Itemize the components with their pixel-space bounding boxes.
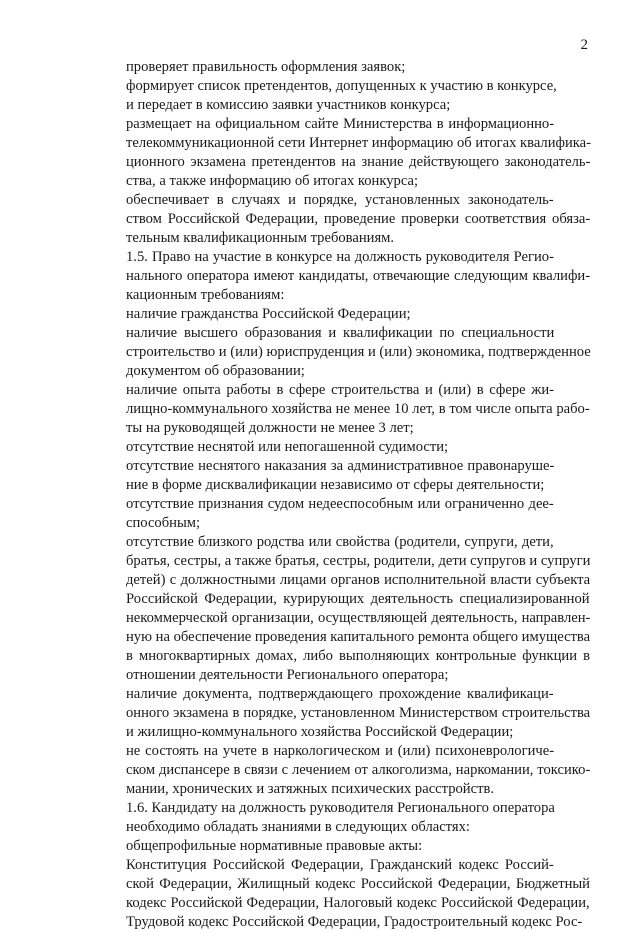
text-line: кационным требованиям: [126, 287, 285, 303]
text-line: 1.6. Кандидату на должность руководителя Регионального оператора [126, 800, 555, 816]
text-line: детей) с должностными лицами органов исполнительной власти субъекта [126, 572, 591, 588]
paragraph [90, 837, 590, 856]
text-line: отношении деятельности Регионального оператора; [126, 667, 449, 683]
text-line: ты на руководящей должности не менее 3 лет; [126, 420, 414, 436]
text-line: формирует список претендентов, допущенных к участию в конкурсе, [126, 78, 557, 94]
paragraph [90, 305, 590, 324]
text-line: братья, сестры, а также братья, сестры, родители, дети супругов и супруги [126, 553, 591, 569]
text-line: отсутствие неснятого наказания за административное правонаруше- [126, 458, 555, 474]
text-line: размещает на официальном сайте Министерства в информационно- [126, 116, 555, 132]
paragraph [90, 856, 590, 932]
text-line: строительство и (или) юриспруденция и (или) экономика, подтвержденное [126, 344, 591, 360]
text-line: наличие документа, подтверждающего прохождение квалификаци- [126, 686, 554, 702]
text-line: Российской Федерации, курирующих деятельность специализированной [126, 591, 590, 607]
text-line: мании, хронических и затяжных психических расстройств. [126, 781, 495, 797]
text-line: ние в форме дисквалификации независимо от сферы деятельности; [126, 477, 545, 493]
text-line: телекоммуникационной сети Интернет информацию об итогах квалифика- [126, 135, 591, 151]
paragraph [90, 381, 590, 438]
text-line: отсутствие неснятой или непогашенной судимости; [126, 439, 449, 455]
paragraph [90, 58, 590, 77]
text-line: тельным квалификационным требованиям. [126, 230, 395, 246]
text-line: некоммерческой организации, осуществляющей деятельность, направлен- [126, 610, 591, 626]
paragraph [90, 533, 590, 685]
paragraph [90, 77, 590, 115]
text-line: онного экзамена в порядке, установленном Министерством строительства [126, 705, 591, 721]
text-line: ную на обеспечение проведения капитального ремонта общего имущества [126, 629, 591, 645]
text-line: ском диспансере в связи с лечением от алкоголизма, наркомании, токсико- [126, 762, 591, 778]
text-line: Конституция Российской Федерации, Гражданский кодекс Россий- [126, 857, 554, 873]
text-line: отсутствие близкого родства или свойства (родители, супруги, дети, [126, 534, 554, 550]
text-line: в многоквартирных домах, либо выполняющих контрольные функции в [126, 648, 590, 664]
text-line: ства, а также информацию об итогах конкурса; [126, 173, 419, 189]
paragraph [90, 457, 590, 495]
paragraph [90, 115, 590, 191]
text-line: не состоять на учете в наркологическом и (или) психоневрологиче- [126, 743, 555, 759]
text-line: и передает в комиссию заявки участников конкурса; [126, 97, 451, 113]
paragraph [90, 742, 590, 799]
text-line: проверяет правильность оформления заявок; [126, 59, 406, 75]
text-line: лищно-коммунального хозяйства не менее 10 лет, в том числе опыта рабо- [126, 401, 590, 417]
text-line: 1.5. Право на участие в конкурсе на должность руководителя Регио- [126, 249, 554, 265]
paragraph [90, 495, 590, 533]
text-line: необходимо обладать знаниями в следующих областях: [126, 819, 470, 835]
paragraph [90, 191, 590, 248]
text-line: наличие гражданства Российской Федерации; [126, 306, 411, 322]
text-line: отсутствие признания судом недееспособным или ограниченно дее- [126, 496, 554, 512]
text-line: документом об образовании; [126, 363, 305, 379]
paragraph [90, 324, 590, 381]
text-line: наличие высшего образования и квалификации по специальности [126, 325, 555, 341]
paragraph [90, 799, 590, 837]
page-number: 2 [580, 37, 588, 53]
text-line: способным; [126, 515, 201, 531]
text-line: нального оператора имеют кандидаты, отвечающие следующим квалифи- [126, 268, 591, 284]
text-line: Трудовой кодекс Российской Федерации, Градостроительный кодекс Рос- [126, 914, 583, 930]
text-line: и жилищно-коммунального хозяйства Российской Федерации; [126, 724, 514, 740]
paragraph [90, 685, 590, 742]
text-line: ской Федерации, Жилищный кодекс Российской Федерации, Бюджетный [126, 876, 590, 892]
text-line: общепрофильные нормативные правовые акты: [126, 838, 423, 854]
paragraph [90, 438, 590, 457]
text-line: кодекс Российской Федерации, Налоговый кодекс Российской Федерации, [126, 895, 590, 911]
text-line: обеспечивает в случаях и порядке, установленных законодатель- [126, 192, 554, 208]
document-body [90, 58, 590, 932]
paragraph [90, 248, 590, 305]
text-line: ционного экзамена претендентов на знание действующего законодатель- [126, 154, 591, 170]
text-line: ством Российской Федерации, проведение проверки соответствия обяза- [126, 211, 591, 227]
text-line: наличие опыта работы в сфере строительства и (или) в сфере жи- [126, 382, 555, 398]
